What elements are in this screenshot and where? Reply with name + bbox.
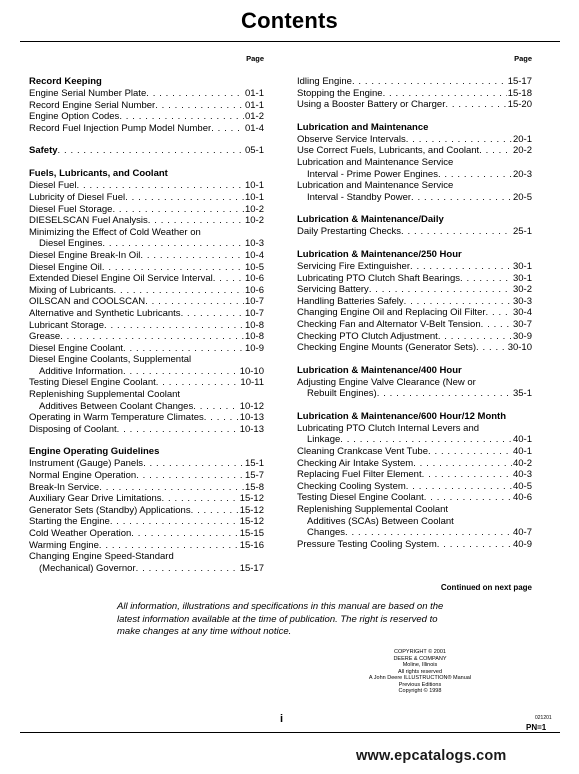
page-ref: 15-16 xyxy=(239,539,264,551)
page-ref: 10-5 xyxy=(244,261,264,273)
section-title: Record Keeping xyxy=(29,76,102,87)
right-toc-list xyxy=(297,76,532,550)
section-title: Safety xyxy=(29,145,58,157)
section-title: Lubrication & Maintenance/400 Hour xyxy=(297,364,462,376)
copyright-line: DEERE & COMPANY xyxy=(393,655,447,662)
entry-label: Mixing of Lubricants xyxy=(29,284,114,296)
page-ref: 20-2 xyxy=(512,145,532,157)
dot-leader xyxy=(481,319,512,331)
entry-label: Testing Diesel Engine Coolant xyxy=(297,492,424,504)
toc-entry xyxy=(29,540,264,552)
entry-label: Extended Diesel Engine Oil Service Interval xyxy=(29,273,213,285)
entry-label: Pressure Testing Cooling System xyxy=(297,538,437,550)
copyright-line: A John Deere ILLUSTRUCTION® Manual xyxy=(368,675,472,681)
toc-entry xyxy=(297,527,532,539)
dot-leader xyxy=(99,540,239,552)
toc-entry xyxy=(29,204,264,216)
toc-entry xyxy=(297,492,532,504)
dot-leader xyxy=(424,492,512,504)
dot-leader xyxy=(422,469,512,481)
entry-label: Rebuilt Engines) xyxy=(307,388,377,400)
entry-label: Interval - Standby Power xyxy=(307,191,412,203)
entry-label: OILSCAN and COOLSCAN xyxy=(29,296,146,308)
entry-label: Servicing Battery xyxy=(297,284,369,296)
section-title: Lubrication & Maintenance/Daily xyxy=(297,214,444,226)
watermark-url: www.epcatalogs.com xyxy=(356,748,507,764)
toc-entry xyxy=(29,285,264,297)
entry-label: Testing Diesel Engine Coolant xyxy=(29,377,156,389)
dot-leader xyxy=(204,412,239,424)
page-ref: 30-9 xyxy=(512,330,532,342)
dot-leader xyxy=(99,482,244,494)
toc-entry-continued: Replenishing Supplemental Coolant xyxy=(29,389,181,401)
toc-entry xyxy=(297,226,532,238)
page-ref: 15-17 xyxy=(507,76,532,87)
toc-entry-continued: Lubrication and Maintenance Service xyxy=(297,180,454,192)
dot-leader xyxy=(406,134,512,146)
page-ref: 10-7 xyxy=(244,307,264,319)
entry-label: Lubricity of Diesel Fuel xyxy=(29,191,126,203)
toc-entry xyxy=(29,377,264,389)
page-ref: 40-9 xyxy=(512,538,532,550)
dot-leader xyxy=(377,388,512,400)
dot-leader xyxy=(162,493,239,505)
dot-leader xyxy=(213,273,244,285)
dot-leader xyxy=(428,446,512,458)
dot-leader xyxy=(60,331,244,343)
toc-entry xyxy=(29,412,264,424)
toc-entry xyxy=(29,528,264,540)
dot-leader xyxy=(476,342,507,354)
dot-leader xyxy=(146,88,244,100)
toc-section xyxy=(297,214,532,238)
entry-label: Diesel Engine Oil xyxy=(29,261,102,273)
toc-entry xyxy=(29,516,264,528)
page-ref: 40-7 xyxy=(512,527,532,539)
entry-label: Diesel Engine Break-In Oil xyxy=(29,249,141,261)
toc-entry xyxy=(29,273,264,285)
toc-entry xyxy=(29,424,264,436)
page-ref: 10-10 xyxy=(239,365,264,377)
dot-leader xyxy=(136,470,244,482)
entry-label: Record Engine Serial Number xyxy=(29,99,156,111)
entry-label: Servicing Fire Extinguisher xyxy=(297,260,410,272)
page-ref: 10-4 xyxy=(244,249,264,261)
toc-entry xyxy=(29,180,264,192)
toc-section xyxy=(29,168,264,435)
page-ref: 15-17 xyxy=(239,562,264,574)
dot-leader xyxy=(352,76,507,88)
entry-label: Linkage xyxy=(307,434,341,446)
page-ref: 01-1 xyxy=(244,99,264,111)
toc-entry xyxy=(29,401,264,413)
toc-section xyxy=(29,76,264,134)
dot-leader xyxy=(404,296,512,308)
toc-entry xyxy=(297,76,532,88)
entry-label: Auxiliary Gear Drive Limitations xyxy=(29,493,162,505)
document-code: 021201 xyxy=(535,715,552,721)
entry-label: Alternative and Synthetic Lubricants xyxy=(29,307,181,319)
dot-leader xyxy=(401,226,512,238)
left-column xyxy=(29,54,264,585)
entry-label: Additives Between Coolant Changes xyxy=(39,400,194,412)
section-title: Lubrication & Maintenance/250 Hour xyxy=(297,248,462,260)
disclaimer-notice: All information, illustrations and specifications in this manual are based on the latest information available at the time of publication. The right is reserved to make changes at any time without notice. xyxy=(117,601,444,637)
page-ref: 30-10 xyxy=(507,342,532,354)
page-ref: 10-6 xyxy=(244,273,264,285)
toc-entry xyxy=(29,458,264,470)
dot-leader xyxy=(411,192,512,204)
copyright-line: COPYRIGHT © 2001 xyxy=(394,649,446,655)
dot-leader xyxy=(131,528,238,540)
dot-leader xyxy=(211,123,244,135)
page-ref: 10-13 xyxy=(239,412,264,424)
dot-leader xyxy=(112,204,244,216)
toc-entry xyxy=(297,469,532,481)
entry-label: Use Correct Fuels, Lubricants, and Coolant xyxy=(297,145,480,157)
entry-label: Interval - Prime Power Engines xyxy=(307,168,438,180)
dot-leader xyxy=(77,180,244,192)
toc-entry xyxy=(297,458,532,470)
toc-entry xyxy=(297,88,532,100)
entry-label: Starting the Engine xyxy=(29,516,110,528)
page-ref: 05-1 xyxy=(244,145,264,157)
dot-leader xyxy=(119,111,244,123)
toc-entry-continued: Minimizing the Effect of Cold Weather on xyxy=(29,226,201,238)
entry-label: Diesel Engines xyxy=(39,238,103,250)
dot-leader xyxy=(345,527,512,539)
toc-entry-continued: Replenishing Supplemental Coolant xyxy=(297,504,449,516)
toc-entry xyxy=(297,284,532,296)
copyright-line: All rights reserved xyxy=(397,668,443,675)
toc-entry xyxy=(29,308,264,320)
page-ref: 15-8 xyxy=(244,481,264,493)
toc-section-inline xyxy=(29,145,264,157)
toc-entry xyxy=(29,250,264,262)
page-ref: 20-3 xyxy=(512,168,532,180)
page-ref: 10-1 xyxy=(244,191,264,203)
page-ref: 01-4 xyxy=(244,122,264,134)
dot-leader xyxy=(102,262,244,274)
dot-leader xyxy=(438,331,512,343)
page-ref: 40-1 xyxy=(512,446,532,458)
entry-label: Idling Engine xyxy=(297,76,352,87)
toc-entry xyxy=(29,100,264,112)
toc-entry xyxy=(29,123,264,135)
entry-label: Record Fuel Injection Pump Model Number xyxy=(29,122,212,134)
toc-entry xyxy=(29,331,264,343)
toc-entry-continued: Lubrication and Maintenance Service xyxy=(297,156,454,168)
page-number-code: PN=1 xyxy=(526,723,547,732)
entry-label: Disposing of Coolant xyxy=(29,423,117,435)
entry-label: DIESELSCAN Fuel Analysis xyxy=(29,215,148,227)
dot-leader xyxy=(104,320,244,332)
toc-entry xyxy=(29,493,264,505)
entry-label: Replacing Fuel Filter Element xyxy=(297,469,422,481)
page-ref: 30-1 xyxy=(512,272,532,284)
toc-entry xyxy=(297,273,532,285)
dot-leader xyxy=(410,261,512,273)
entry-label: Diesel Engine Coolant xyxy=(29,342,124,354)
dot-leader xyxy=(479,145,512,157)
page-ref: 40-2 xyxy=(512,457,532,469)
toc-entry xyxy=(297,169,532,181)
copyright-line: Previous Editions xyxy=(398,681,442,688)
entry-label: Engine Serial Number Plate xyxy=(29,88,147,99)
toc-section xyxy=(297,76,532,111)
dot-leader xyxy=(102,238,244,250)
entry-label: Grease xyxy=(29,331,61,343)
page-ref: 25-1 xyxy=(512,226,532,238)
section-title: Lubrication and Maintenance xyxy=(297,121,429,133)
page-ref: 40-6 xyxy=(512,492,532,504)
dot-leader xyxy=(460,273,512,285)
section-title: Lubrication & Maintenance/600 Hour/12 Month xyxy=(297,410,507,422)
entry-label: Daily Prestarting Checks xyxy=(297,226,402,238)
page-ref: 15-1 xyxy=(244,458,264,470)
toc-section xyxy=(297,365,532,400)
page-ref: 10-3 xyxy=(244,238,264,250)
page-ref: 30-7 xyxy=(512,318,532,330)
dot-leader xyxy=(123,343,244,355)
page-ref: 10-8 xyxy=(244,331,264,343)
entry-label: Cold Weather Operation xyxy=(29,528,132,539)
toc-entry xyxy=(297,261,532,273)
toc-entry-continued: Lubricating PTO Clutch Internal Levers and xyxy=(297,422,480,434)
section-title: Fuels, Lubricants, and Coolant xyxy=(29,168,168,180)
page-ref: 10-8 xyxy=(244,319,264,331)
entry-label: Diesel Fuel Storage xyxy=(29,203,113,215)
entry-label: Lubricating PTO Clutch Shaft Bearings xyxy=(297,272,460,284)
entry-label: Diesel Fuel xyxy=(29,180,77,192)
dot-leader xyxy=(140,250,244,262)
dot-leader xyxy=(437,539,512,551)
right-column xyxy=(297,54,532,561)
page-ref: 15-7 xyxy=(244,470,264,482)
page-ref: 10-13 xyxy=(239,423,264,435)
dot-leader xyxy=(340,434,512,446)
toc-entry xyxy=(297,134,532,146)
entry-label: Lubricant Storage xyxy=(29,319,104,331)
continued-note: Continued on next page xyxy=(440,583,532,592)
page-ref: 30-3 xyxy=(512,295,532,307)
dot-leader xyxy=(143,458,244,470)
page-ref: 10-12 xyxy=(239,400,264,412)
toc-entry xyxy=(297,434,532,446)
toc-section xyxy=(297,122,532,204)
dot-leader xyxy=(445,99,506,111)
toc-entry xyxy=(297,307,532,319)
dot-leader xyxy=(148,215,244,227)
page-ref: 10-6 xyxy=(244,284,264,296)
dot-leader xyxy=(156,377,240,389)
page-ref: 40-1 xyxy=(512,434,532,446)
dot-leader xyxy=(58,145,245,157)
dot-leader xyxy=(193,401,238,413)
dot-leader xyxy=(145,296,244,308)
page-ref: 10-2 xyxy=(244,215,264,227)
page-ref: 10-7 xyxy=(244,296,264,308)
toc-entry xyxy=(29,320,264,332)
dot-leader xyxy=(406,481,512,493)
toc-entry xyxy=(297,296,532,308)
toc-entry xyxy=(297,342,532,354)
dot-leader xyxy=(191,505,239,517)
page-ref: 01-2 xyxy=(244,111,264,123)
toc-entry-continued: Additives (SCAs) Between Coolant xyxy=(307,515,454,527)
toc-entry xyxy=(29,111,264,123)
page-ref: 40-3 xyxy=(512,469,532,481)
left-toc-list xyxy=(29,76,264,574)
entry-label: Observe Service Intervals xyxy=(297,133,406,145)
toc-entry xyxy=(29,343,264,355)
page-ref: 01-1 xyxy=(244,88,264,99)
page-ref: 20-5 xyxy=(512,191,532,203)
page-ref: 15-15 xyxy=(239,528,264,539)
page-folio: i xyxy=(280,713,284,725)
entry-label: Break-In Service xyxy=(29,481,100,493)
entry-label: Generator Sets (Standby) Applications xyxy=(29,504,191,516)
page-ref: 30-1 xyxy=(512,260,532,272)
section-title: Engine Operating Guidelines xyxy=(29,446,160,458)
entry-label: Warming Engine xyxy=(29,539,99,551)
toc-section xyxy=(297,411,532,551)
entry-label: Instrument (Gauge) Panels xyxy=(29,458,144,470)
page-ref: 15-12 xyxy=(239,504,264,516)
dot-leader xyxy=(110,516,239,528)
dot-leader xyxy=(113,285,244,297)
toc-entry xyxy=(297,481,532,493)
entry-label: Cleaning Crankcase Vent Tube xyxy=(297,446,428,458)
page-ref: 20-1 xyxy=(512,133,532,145)
dot-leader xyxy=(413,458,512,470)
page-ref: 15-20 xyxy=(507,99,532,111)
dot-leader xyxy=(369,284,512,296)
toc-entry xyxy=(297,192,532,204)
entry-label: (Mechanical) Governor xyxy=(39,562,136,574)
page-ref: 30-2 xyxy=(512,284,532,296)
page-ref: 30-4 xyxy=(512,307,532,319)
entry-label: Additive Information xyxy=(39,365,123,377)
entry-label: Stopping the Engine xyxy=(297,87,383,99)
page-ref: 10-9 xyxy=(244,342,264,354)
page-ref: 10-2 xyxy=(244,203,264,215)
entry-label: Checking PTO Clutch Adjustment xyxy=(297,330,438,342)
entry-label: Operating in Warm Temperature Climates xyxy=(29,412,204,424)
dot-leader xyxy=(136,563,239,575)
toc-entry xyxy=(29,215,264,227)
page-title: Contents xyxy=(241,8,338,33)
dot-leader xyxy=(123,366,239,378)
toc-entry xyxy=(297,319,532,331)
toc-entry xyxy=(297,446,532,458)
entry-label: Changes xyxy=(307,527,346,539)
page-ref: 10-1 xyxy=(244,180,264,192)
dot-leader xyxy=(438,169,512,181)
toc-entry xyxy=(297,331,532,343)
toc-entry xyxy=(29,563,264,575)
toc-entry xyxy=(29,88,264,100)
toc-section xyxy=(29,446,264,574)
dot-leader xyxy=(155,100,244,112)
page-ref: 40-5 xyxy=(512,480,532,492)
page-ref: 35-1 xyxy=(512,388,532,400)
toc-entry xyxy=(29,366,264,378)
top-divider xyxy=(20,41,560,42)
entry-label: Checking Air Intake System xyxy=(297,457,414,469)
dot-leader xyxy=(181,308,244,320)
toc-section xyxy=(297,249,532,354)
entry-label: Normal Engine Operation xyxy=(29,470,137,482)
toc-entry xyxy=(29,238,264,250)
toc-entry xyxy=(29,505,264,517)
dot-leader xyxy=(117,424,239,436)
dot-leader xyxy=(383,88,507,100)
toc-entry xyxy=(297,388,532,400)
dot-leader xyxy=(486,307,512,319)
dot-leader xyxy=(125,192,244,204)
toc-entry-continued: Adjusting Engine Valve Clearance (New or xyxy=(297,376,476,388)
entry-label: Changing Engine Oil and Replacing Oil Filter xyxy=(297,307,486,319)
toc-entry xyxy=(29,470,264,482)
entry-label: Checking Engine Mounts (Generator Sets) xyxy=(297,342,477,354)
entry-label: Checking Fan and Alternator V-Belt Tension xyxy=(297,318,481,330)
toc-entry xyxy=(29,192,264,204)
page-ref: 15-18 xyxy=(507,87,532,99)
copyright-line: Moline, Illinois xyxy=(402,662,438,668)
toc-entry-continued: Changing Engine Speed-Standard xyxy=(29,551,174,563)
toc-entry xyxy=(297,99,532,111)
page-column-header: Page xyxy=(246,54,264,63)
entry-label: Engine Option Codes xyxy=(29,111,120,123)
page-ref: 15-12 xyxy=(239,493,264,505)
page-column-header: Page xyxy=(514,54,532,63)
toc-entry xyxy=(297,539,532,551)
entry-label: Handling Batteries Safely xyxy=(297,295,404,307)
toc-entry xyxy=(29,296,264,308)
toc-entry xyxy=(29,262,264,274)
copyright-block xyxy=(360,649,480,695)
entry-label: Checking Cooling System xyxy=(297,480,406,492)
page-ref: 10-11 xyxy=(240,377,264,389)
entry-label: Using a Booster Battery or Charger xyxy=(297,99,446,111)
bottom-divider xyxy=(20,732,560,733)
toc-entry-continued: Diesel Engine Coolants, Supplemental xyxy=(29,354,192,366)
page-ref: 15-12 xyxy=(239,516,264,528)
copyright-line: Copyright © 1998 xyxy=(398,688,442,694)
toc-entry xyxy=(29,482,264,494)
toc-entry xyxy=(297,145,532,157)
